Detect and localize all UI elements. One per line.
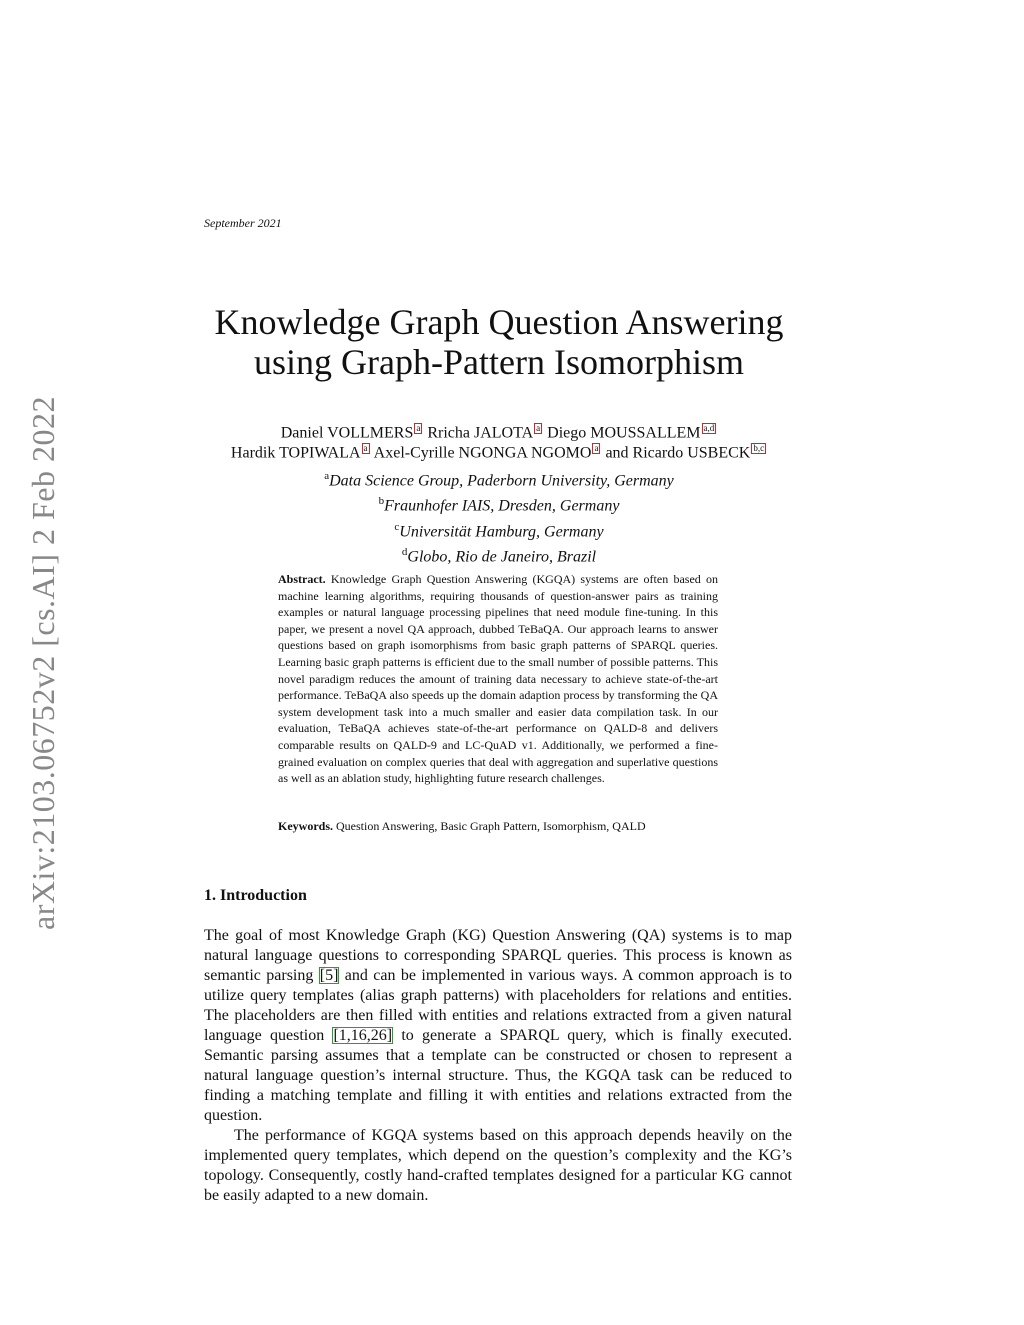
keywords-text: Question Answering, Basic Graph Pattern, Isomorphism, QALD bbox=[336, 819, 646, 833]
paper-title bbox=[204, 302, 794, 382]
abstract-label: Abstract. bbox=[278, 572, 326, 586]
affiliation-link[interactable]: a bbox=[536, 423, 541, 433]
citation-link[interactable]: [1,16,26] bbox=[333, 1027, 393, 1044]
author-name: Axel-Cyrille NGONGA NGOMO bbox=[373, 444, 592, 462]
author-list bbox=[204, 423, 794, 464]
paragraph-text: to generate a SPARQL query, which is finally executed. Semantic parsing assumes that a template can be constructed or chosen to represent a natural language question’s internal structure. Thus, the KGQA task can be reduced to finding a matching template and filling it with entities and relations extracted from the question. bbox=[204, 1027, 792, 1124]
paragraph-text: and can be implemented in various ways. A common approach is to utilize query templates (alias graph patterns) with placeholders for relations and entities. The placeholders are then filled with entities and relations extracted from a given natural language question bbox=[204, 967, 792, 1044]
arxiv-identifier: arXiv:2103.06752v2 [cs.AI] 2 Feb 2022 bbox=[25, 396, 61, 930]
abstract bbox=[278, 571, 718, 787]
paragraph-text: The goal of most Knowledge Graph (KG) Question Answering (QA) systems is to map natural language questions to corresponding SPARQL queries. This process is known as semantic parsing bbox=[204, 927, 792, 984]
title-line-1: Knowledge Graph Question Answering bbox=[214, 302, 784, 342]
affiliation-link[interactable]: b,c bbox=[753, 443, 765, 454]
title-line-2: using Graph-Pattern Isomorphism bbox=[254, 342, 744, 382]
affiliation-item bbox=[204, 542, 794, 567]
keywords-label: Keywords. bbox=[278, 819, 333, 833]
author-name: Ricardo USBECK bbox=[632, 444, 751, 462]
keywords bbox=[278, 819, 738, 834]
affiliation-link[interactable]: a bbox=[363, 443, 368, 454]
affiliation-mark: d bbox=[401, 545, 408, 558]
affiliation-item bbox=[204, 466, 794, 491]
affiliation-item bbox=[204, 517, 794, 542]
affiliation-mark: b bbox=[378, 495, 385, 508]
author-line-2 bbox=[204, 443, 794, 463]
date-header: September 2021 bbox=[204, 216, 282, 230]
affiliation-text: Universität Hamburg, Germany bbox=[399, 522, 604, 540]
affiliation-text: Fraunhofer IAIS, Dresden, Germany bbox=[384, 497, 620, 515]
affiliation-mark: c bbox=[394, 520, 400, 533]
affiliation-link[interactable]: a,d bbox=[703, 423, 715, 433]
affiliation-link[interactable]: a bbox=[594, 443, 599, 454]
author-conjunction: and bbox=[605, 444, 629, 462]
citation-link[interactable]: [5] bbox=[319, 967, 339, 984]
affiliation-link[interactable]: a bbox=[416, 423, 421, 433]
abstract-text: Knowledge Graph Question Answering (KGQA) systems are often based on machine learning algorithms, requiring thousands of question-answer pairs as training examples or natural language processing pipelines that need module fine-tuning. In this paper, we present a novel QA approach, dubbed TeBaQA. Our approach learns to answer questions based on graph isomorphisms from basic graph patterns of SPARQL queries. Learning basic graph patterns is efficient due to the small number of possible patterns. This novel paradigm reduces the amount of training data necessary to achieve state-of-the-art performance. TeBaQA also speeds up the domain adaption process by transforming the QA system development task into a much smaller and easier data compilation task. In our evaluation, TeBaQA achieves state-of-the-art performance on QALD-8 and delivers comparable results on QALD-9 and LC-QuAD v1. Additionally, we performed a fine-grained evaluation on complex queries that deal with aggregation and superlative questions as well as an ablation study, highlighting future research challenges. bbox=[278, 572, 719, 786]
affiliation-mark: a bbox=[324, 470, 330, 482]
intro-paragraph-1 bbox=[204, 926, 792, 1126]
author-name: Rricha JALOTA bbox=[427, 424, 534, 442]
author-name: Diego MOUSSALLEM bbox=[547, 424, 701, 442]
affiliation-item bbox=[204, 491, 794, 516]
intro-paragraph-2: The performance of KGQA systems based on this approach depends heavily on the implemented query templates, which depend on the question’s complexity and the KG’s topology. Consequently, costly hand-crafted templates designed for a particular KG cannot be easily adapted to a new domain. bbox=[204, 1127, 792, 1204]
affiliation-text: Data Science Group, Paderborn University, Germany bbox=[329, 472, 674, 490]
author-line-1 bbox=[204, 423, 794, 443]
affiliation-list bbox=[204, 466, 794, 567]
author-name: Daniel VOLLMERS bbox=[280, 424, 414, 442]
section-heading: 1. Introduction bbox=[204, 887, 307, 904]
affiliation-text: Globo, Rio de Janeiro, Brazil bbox=[407, 548, 597, 566]
author-name: Hardik TOPIWALA bbox=[230, 444, 361, 462]
